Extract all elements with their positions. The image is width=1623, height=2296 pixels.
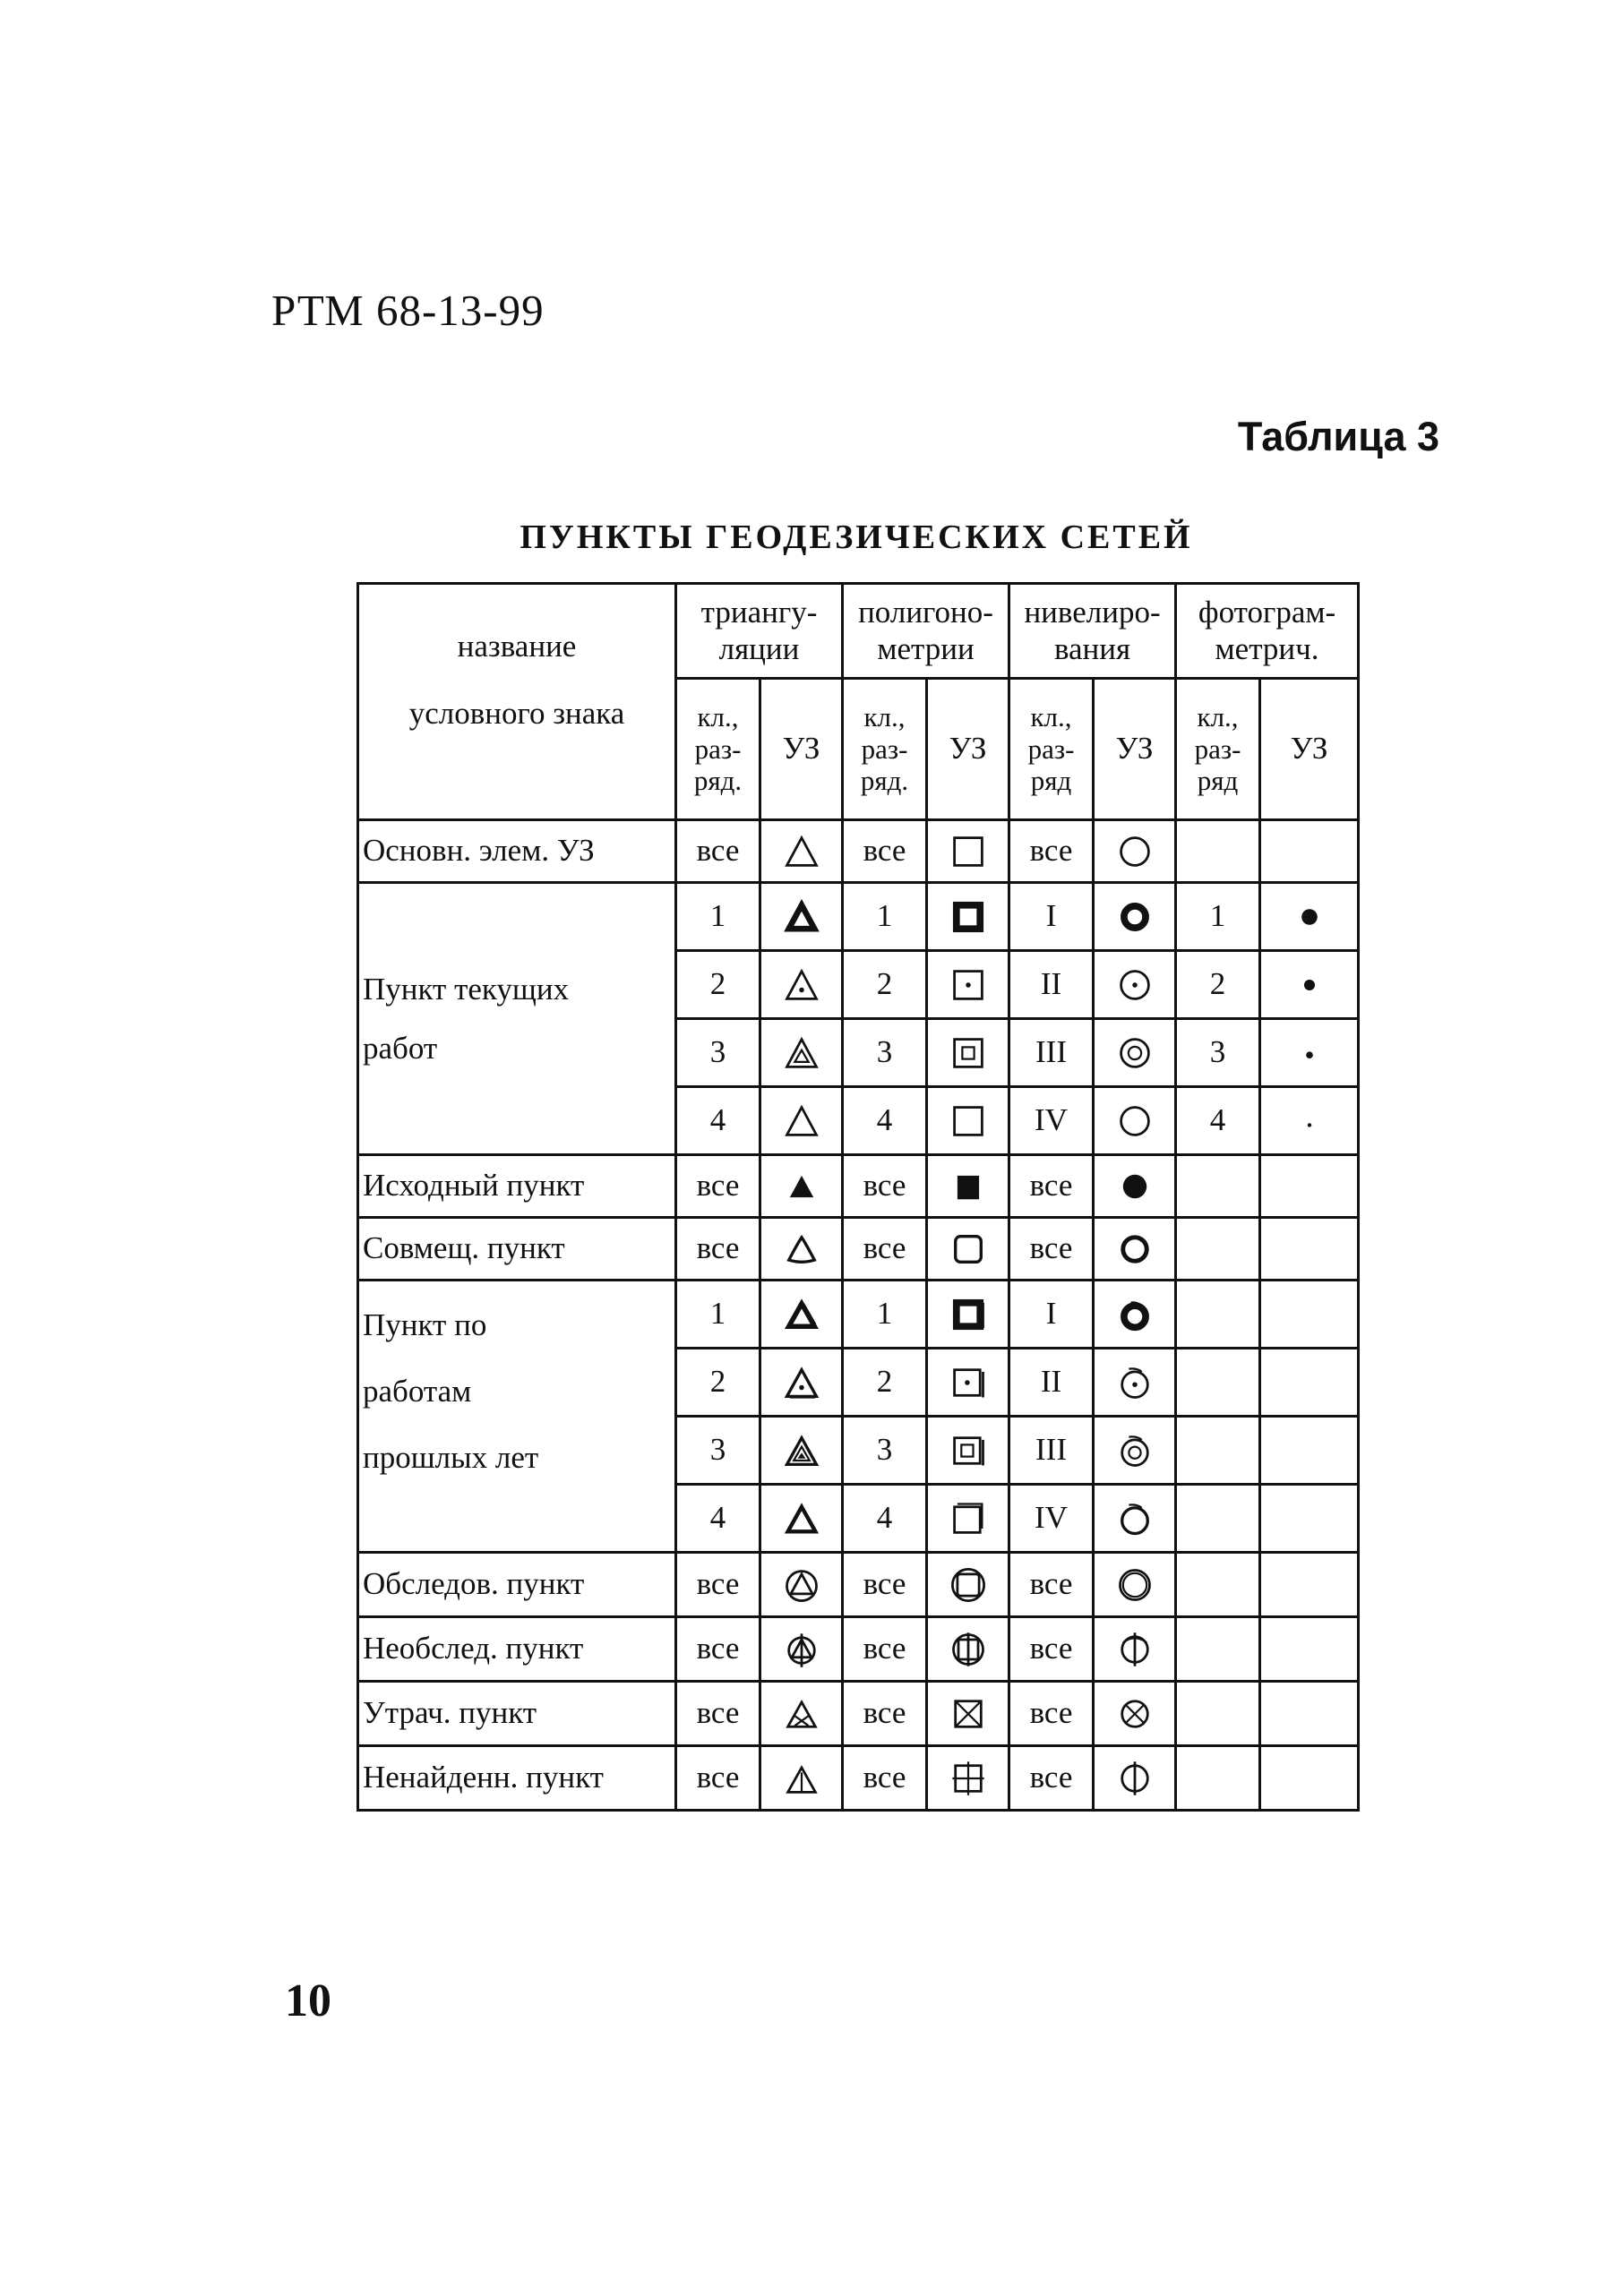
symbol-cell <box>760 883 843 951</box>
triangle-past-dot-icon <box>782 1363 821 1402</box>
row-name: Ненайденн. пункт <box>358 1746 676 1811</box>
header-name-line2: условного знака <box>408 696 625 731</box>
symbol-cell <box>927 1485 1009 1553</box>
circle-open-icon <box>1115 1101 1155 1141</box>
triangle-in-circle-icon <box>782 1565 821 1605</box>
class-cell: II <box>1009 1349 1094 1417</box>
class-cell: IV <box>1009 1087 1094 1155</box>
square-bold-icon <box>949 897 988 937</box>
symbol-cell <box>927 1617 1009 1682</box>
class-cell: все <box>676 1553 760 1617</box>
geodetic-points-table <box>356 582 1360 1812</box>
class-cell: все <box>843 1553 927 1617</box>
dot-large-icon <box>1290 897 1329 937</box>
class-cell: 1 <box>843 1281 927 1349</box>
symbol-cell <box>1260 1019 1359 1087</box>
symbol-cell <box>1094 1087 1176 1155</box>
table-title: ПУНКТЫ ГЕОДЕЗИЧЕСКИХ СЕТЕЙ <box>520 518 1193 556</box>
empty-cell <box>1176 1155 1260 1218</box>
empty-cell <box>1176 1349 1260 1417</box>
symbol-cell <box>1094 1218 1176 1281</box>
table-row <box>358 1682 1359 1746</box>
document-code: РТМ 68-13-99 <box>271 286 545 335</box>
symbol-cell <box>1094 1417 1176 1485</box>
class-cell: 3 <box>843 1019 927 1087</box>
row-name: Утрач. пункт <box>358 1682 676 1746</box>
header-class-cell: кл., раз- ряд <box>1009 679 1094 820</box>
symbol-cell <box>927 951 1009 1019</box>
dot-tiny-icon <box>1290 1101 1329 1141</box>
class-cell: 1 <box>1176 883 1260 951</box>
square-filled-icon <box>949 1167 988 1206</box>
header-class-cell: кл., раз- ряд <box>1176 679 1260 820</box>
symbol-cell <box>1094 1155 1176 1218</box>
symbol-cell <box>760 1682 843 1746</box>
class-cell: I <box>1009 883 1094 951</box>
circle-past-dot-icon <box>1115 1363 1155 1402</box>
symbol-cell <box>760 1218 843 1281</box>
class-cell: 2 <box>1176 951 1260 1019</box>
empty-cell <box>1260 1417 1359 1485</box>
symbol-cell <box>927 1155 1009 1218</box>
class-cell: все <box>676 1746 760 1811</box>
symbol-cell <box>927 1087 1009 1155</box>
triangle-bold-icon <box>782 897 821 937</box>
class-cell: все <box>1009 1155 1094 1218</box>
symbol-cell <box>927 1019 1009 1087</box>
symbol-cell <box>760 1617 843 1682</box>
symbol-cell <box>760 1349 843 1417</box>
triangle-crossed-circle-icon <box>782 1630 821 1669</box>
circle-past-bold-icon <box>1115 1295 1155 1334</box>
header-sym-cell: УЗ <box>760 679 843 820</box>
empty-cell <box>1260 1349 1359 1417</box>
empty-cell <box>1260 1682 1359 1746</box>
table-row <box>358 1553 1359 1617</box>
table-row <box>358 1218 1359 1281</box>
header-sym-cell: УЗ <box>927 679 1009 820</box>
triangle-rounded-icon <box>782 1229 821 1269</box>
class-cell: IV <box>1009 1485 1094 1553</box>
row-name: Совмещ. пункт <box>358 1218 676 1281</box>
empty-cell <box>1176 1485 1260 1553</box>
class-cell: все <box>843 1682 927 1746</box>
symbol-cell <box>927 1746 1009 1811</box>
symbol-cell <box>1094 1281 1176 1349</box>
dot-medium-icon <box>1290 965 1329 1005</box>
class-cell: III <box>1009 1019 1094 1087</box>
square-past-dot-icon <box>949 1363 988 1402</box>
class-cell: все <box>843 820 927 883</box>
symbol-cell <box>927 1417 1009 1485</box>
symbol-cell <box>927 1349 1009 1417</box>
symbol-cell <box>1094 1617 1176 1682</box>
circle-past-double-icon <box>1115 1431 1155 1470</box>
table-row <box>358 1155 1359 1218</box>
table-label: Таблица 3 <box>1237 414 1439 459</box>
symbol-cell <box>760 1746 843 1811</box>
header-name-line1: название <box>457 629 577 664</box>
dot-small-icon <box>1290 1033 1329 1073</box>
row-name: Обследов. пункт <box>358 1553 676 1617</box>
empty-cell <box>1176 1218 1260 1281</box>
symbol-cell <box>1094 1485 1176 1553</box>
symbol-cell <box>927 1553 1009 1617</box>
symbol-cell <box>1094 1682 1176 1746</box>
symbol-cell <box>760 1485 843 1553</box>
triangle-double-icon <box>782 1033 821 1073</box>
symbol-cell <box>760 1155 843 1218</box>
triangle-past-thick-icon <box>782 1499 821 1538</box>
triangle-lost-icon <box>782 1694 821 1734</box>
header-class-cell: кл., раз- ряд. <box>843 679 927 820</box>
class-cell: 4 <box>676 1087 760 1155</box>
symbol-cell <box>760 951 843 1019</box>
symbol-cell <box>760 1281 843 1349</box>
symbol-cell <box>760 1417 843 1485</box>
circle-double-ring-icon <box>1115 1565 1155 1605</box>
class-cell: все <box>1009 1617 1094 1682</box>
square-double-icon <box>949 1033 988 1073</box>
row-name: Исходный пункт <box>358 1155 676 1218</box>
class-cell: все <box>1009 1746 1094 1811</box>
class-cell: все <box>1009 820 1094 883</box>
class-cell: все <box>676 1218 760 1281</box>
square-x-icon <box>949 1694 988 1734</box>
class-cell: 2 <box>676 1349 760 1417</box>
circle-filled-icon <box>1115 1167 1155 1206</box>
class-cell: 2 <box>676 951 760 1019</box>
class-cell: 2 <box>843 951 927 1019</box>
square-past-bold-icon <box>949 1295 988 1334</box>
circle-open-icon <box>1115 832 1155 871</box>
triangle-past-double-icon <box>782 1431 821 1470</box>
class-cell: 4 <box>1176 1087 1260 1155</box>
square-in-circle-icon <box>949 1565 988 1605</box>
empty-cell <box>1176 1617 1260 1682</box>
symbol-cell <box>927 1218 1009 1281</box>
symbol-cell <box>927 820 1009 883</box>
symbol-cell <box>760 820 843 883</box>
table-row <box>358 1281 1359 1349</box>
empty-cell <box>1260 820 1359 883</box>
symbol-cell <box>760 1087 843 1155</box>
row-name: Пункт текущих работ <box>358 883 676 1155</box>
empty-cell <box>1260 1553 1359 1617</box>
square-past-double-icon <box>949 1431 988 1470</box>
square-open-icon <box>949 1101 988 1141</box>
header-group-triangulation: триангу-ляции <box>676 584 843 679</box>
header-class-cell: кл., раз- ряд. <box>676 679 760 820</box>
triangle-open-icon <box>782 832 821 871</box>
empty-cell <box>1176 1553 1260 1617</box>
table-row <box>358 1617 1359 1682</box>
symbol-cell <box>927 1281 1009 1349</box>
symbol-cell <box>1260 951 1359 1019</box>
header-name-cell <box>358 584 676 820</box>
empty-cell <box>1176 1417 1260 1485</box>
symbol-cell <box>1094 883 1176 951</box>
circle-bold-icon <box>1115 897 1155 937</box>
class-cell: 3 <box>676 1019 760 1087</box>
empty-cell <box>1260 1617 1359 1682</box>
symbol-cell <box>760 1553 843 1617</box>
empty-cell <box>1176 1281 1260 1349</box>
row-name: Основн. элем. УЗ <box>358 820 676 883</box>
square-rounded-icon <box>949 1229 988 1269</box>
square-open-icon <box>949 832 988 871</box>
triangle-open-icon <box>782 1101 821 1141</box>
class-cell: 4 <box>676 1485 760 1553</box>
empty-cell <box>1260 1746 1359 1811</box>
header-sym-cell: УЗ <box>1094 679 1176 820</box>
class-cell: 1 <box>676 883 760 951</box>
square-past-open-icon <box>949 1499 988 1538</box>
symbol-cell <box>1094 1349 1176 1417</box>
symbol-cell <box>1094 1746 1176 1811</box>
class-cell: I <box>1009 1281 1094 1349</box>
class-cell: все <box>676 1155 760 1218</box>
empty-cell <box>1260 1218 1359 1281</box>
class-cell: все <box>1009 1553 1094 1617</box>
class-cell: 1 <box>843 883 927 951</box>
circle-double-icon <box>1115 1033 1155 1073</box>
header-sym-cell: УЗ <box>1260 679 1359 820</box>
table-row <box>358 883 1359 951</box>
square-crossed-circle-icon <box>949 1630 988 1669</box>
symbol-cell <box>1094 1019 1176 1087</box>
class-cell: II <box>1009 951 1094 1019</box>
symbol-cell <box>1260 883 1359 951</box>
triangle-dot-icon <box>782 965 821 1005</box>
header-group-leveling: нивелиро-вания <box>1009 584 1176 679</box>
class-cell: 3 <box>843 1417 927 1485</box>
row-name: Необслед. пункт <box>358 1617 676 1682</box>
class-cell: все <box>843 1746 927 1811</box>
triangle-past-bold-icon <box>782 1295 821 1334</box>
table-row <box>358 820 1359 883</box>
triangle-filled-icon <box>782 1167 821 1206</box>
class-cell: все <box>676 1682 760 1746</box>
class-cell: все <box>843 1218 927 1281</box>
row-name: Пункт по работам прошлых лет <box>358 1281 676 1553</box>
square-cross-icon <box>949 1759 988 1798</box>
symbol-cell <box>760 1019 843 1087</box>
header-group-photogrammetry: фотограм-метрич. <box>1176 584 1359 679</box>
page-number: 10 <box>285 1975 331 2026</box>
class-cell: 2 <box>843 1349 927 1417</box>
class-cell: все <box>1009 1682 1094 1746</box>
circle-crossed-icon <box>1115 1630 1155 1669</box>
symbol-cell <box>1094 820 1176 883</box>
symbol-cell <box>1094 951 1176 1019</box>
empty-cell <box>1260 1485 1359 1553</box>
class-cell: все <box>843 1617 927 1682</box>
circle-dot-icon <box>1115 965 1155 1005</box>
class-cell: 1 <box>676 1281 760 1349</box>
circle-x-icon <box>1115 1694 1155 1734</box>
empty-cell <box>1176 1746 1260 1811</box>
circle-split-icon <box>1115 1759 1155 1798</box>
empty-cell <box>1260 1155 1359 1218</box>
class-cell: 3 <box>1176 1019 1260 1087</box>
symbol-cell <box>1094 1553 1176 1617</box>
class-cell: 4 <box>843 1485 927 1553</box>
circle-thick-icon <box>1115 1229 1155 1269</box>
empty-cell <box>1176 820 1260 883</box>
empty-cell <box>1176 1682 1260 1746</box>
header-group-polygonometry: полигоно-метрии <box>843 584 1009 679</box>
symbol-cell <box>1260 1087 1359 1155</box>
circle-past-open-icon <box>1115 1499 1155 1538</box>
class-cell: 3 <box>676 1417 760 1485</box>
symbol-cell <box>927 883 1009 951</box>
class-cell: все <box>676 1617 760 1682</box>
square-dot-icon <box>949 965 988 1005</box>
class-cell: все <box>676 820 760 883</box>
empty-cell <box>1260 1281 1359 1349</box>
symbol-cell <box>927 1682 1009 1746</box>
class-cell: все <box>843 1155 927 1218</box>
class-cell: III <box>1009 1417 1094 1485</box>
table-row <box>358 1746 1359 1811</box>
class-cell: 4 <box>843 1087 927 1155</box>
triangle-split-icon <box>782 1759 821 1798</box>
class-cell: все <box>1009 1218 1094 1281</box>
